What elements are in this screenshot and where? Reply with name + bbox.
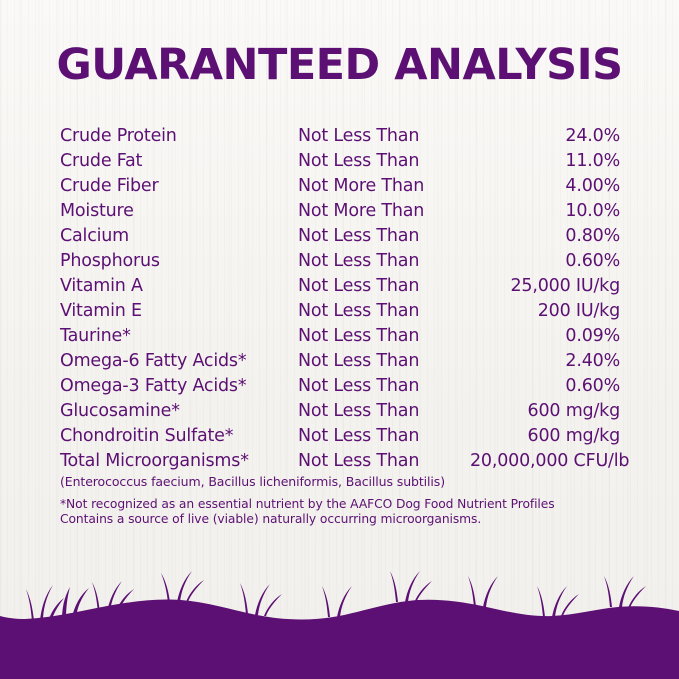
nutrient-name: Vitamin E [60,301,142,321]
nutrient-value: 200 IU/kg [537,301,620,321]
nutrient-name: Crude Fiber [60,176,159,196]
nutrient-value: 0.60% [565,376,620,396]
table-row [60,176,620,201]
table-row [60,376,620,401]
nutrient-name: Chondroitin Sulfate* [60,426,234,446]
nutrient-name: Crude Fat [60,151,143,171]
nutrient-qualifier: Not More Than [298,201,425,221]
nutrient-value: 0.09% [565,326,620,346]
nutrient-qualifier: Not Less Than [298,401,420,421]
table-row [60,151,620,176]
nutrient-name: Total Microorganisms* [60,451,249,471]
organisms-note: (Enterococcus faecium, Bacillus licheniformis, Bacillus subtilis) [60,474,445,489]
nutrient-value: 25,000 IU/kg [510,276,620,296]
nutrient-value: 20,000,000 CFU/lb [470,451,630,471]
nutrient-value: 2.40% [565,351,620,371]
nutrient-name: Phosphorus [60,251,160,271]
nutrient-qualifier: Not Less Than [298,426,420,446]
page-title: GUARANTEED ANALYSIS [56,40,623,90]
nutrient-value: 600 mg/kg [527,426,620,446]
table-row [60,401,620,426]
nutrient-qualifier: Not Less Than [298,251,420,271]
nutrient-value: 0.80% [565,226,620,246]
nutrient-name: Omega-6 Fatty Acids* [60,351,247,371]
table-row [60,126,620,151]
nutrition-table [60,126,630,476]
nutrient-qualifier: Not Less Than [298,351,420,371]
nutrient-qualifier: Not More Than [298,176,425,196]
table-row [60,426,620,451]
table-row [60,226,620,251]
table-row [60,451,630,476]
nutrient-name: Calcium [60,226,130,246]
footnote-aafco: *Not recognized as an essential nutrient by the AAFCO Dog Food Nutrient Profiles [60,497,555,511]
nutrient-qualifier: Not Less Than [298,301,420,321]
grass-silhouette-graphic [0,519,679,679]
nutrient-name: Glucosamine* [60,401,180,421]
nutrient-qualifier: Not Less Than [298,326,420,346]
nutrient-name: Crude Protein [60,126,177,146]
nutrient-qualifier: Not Less Than [298,276,420,296]
footnote-microorganisms: Contains a source of live (viable) naturally occurring microorganisms. [60,512,482,527]
nutrient-name: Moisture [60,201,134,221]
nutrient-value: 4.00% [565,176,620,196]
nutrient-name: Taurine* [60,326,131,346]
table-row [60,201,620,226]
nutrient-name: Vitamin A [60,276,143,296]
table-row [60,251,620,276]
nutrient-value: 0.60% [565,251,620,271]
table-row [60,301,620,326]
table-row [60,276,620,301]
nutrient-qualifier: Not Less Than [298,151,420,171]
nutrient-qualifier: Not Less Than [298,126,420,146]
nutrient-value: 10.0% [565,201,620,221]
nutrient-name: Omega-3 Fatty Acids* [60,376,247,396]
table-row [60,326,620,351]
nutrient-qualifier: Not Less Than [298,226,420,246]
nutrient-value: 24.0% [565,126,620,146]
nutrient-value: 600 mg/kg [527,401,620,421]
nutrient-value: 11.0% [565,151,620,171]
table-row [60,351,620,376]
nutrient-qualifier: Not Less Than [298,451,420,471]
nutrient-qualifier: Not Less Than [298,376,420,396]
